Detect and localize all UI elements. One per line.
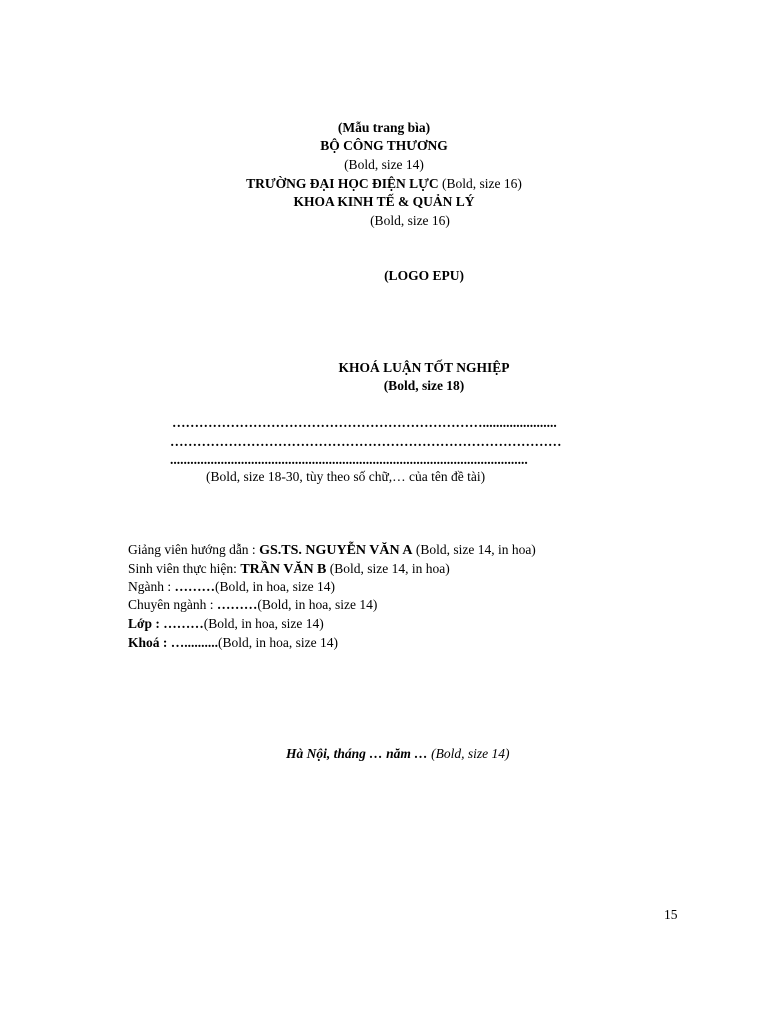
major-value: ………: [174, 579, 215, 594]
topic-line-1: ……………………………………………………………......................: [172, 415, 557, 430]
place-date-note: (Bold, size 14): [431, 746, 510, 761]
student-value: TRẦN VĂN B: [240, 562, 327, 577]
faculty-note: (Bold, size 16): [370, 213, 450, 228]
supervisor-value: GS.TS. NGUYỄN VĂN A: [259, 543, 413, 558]
class-note: (Bold, in hoa, size 14): [203, 616, 324, 631]
logo-placeholder: (LOGO EPU): [384, 268, 464, 283]
class-value: ………: [163, 616, 204, 631]
supervisor-row: [128, 541, 536, 560]
major-row: [128, 578, 335, 596]
thesis-title-note: (Bold, size 18): [383, 378, 465, 393]
course-label: Khoá :: [128, 635, 171, 650]
specialization-row: [128, 596, 377, 614]
university-line: [0, 175, 768, 193]
specialization-value: ………: [216, 597, 258, 612]
course-row: [128, 634, 338, 652]
major-label: Ngành :: [128, 579, 175, 594]
place-date-line: [286, 745, 510, 763]
specialization-note: (Bold, in hoa, size 14): [257, 597, 378, 612]
topic-line-2: ……………………………………………………………………………: [170, 434, 562, 449]
form-note: (Mẫu trang bìa): [337, 120, 431, 135]
faculty-name: KHOA KINH TẾ & QUẢN LÝ: [293, 194, 475, 209]
ministry-name: BỘ CÔNG THƯƠNG: [320, 138, 448, 153]
place-date: Hà Nội, tháng … năm …: [286, 746, 432, 761]
specialization-label: Chuyên ngành :: [128, 597, 217, 612]
thesis-title: KHOÁ LUẬN TỐT NGHIỆP: [338, 360, 510, 375]
supervisor-label: Giảng viên hướng dẫn :: [128, 542, 260, 557]
university-note: (Bold, size 16): [438, 176, 522, 191]
course-value: …..........: [170, 635, 219, 650]
class-label: Lớp :: [128, 616, 164, 631]
major-note: (Bold, in hoa, size 14): [215, 579, 335, 594]
supervisor-note: (Bold, size 14, in hoa): [412, 542, 536, 557]
student-note: (Bold, size 14, in hoa): [326, 561, 450, 576]
student-label: Sinh viên thực hiện:: [128, 561, 241, 576]
ministry-note: (Bold, size 14): [344, 157, 424, 172]
topic-line-3: ..........................................................................................................: [170, 452, 528, 467]
class-row: [128, 615, 324, 633]
page-number: 15: [664, 907, 678, 922]
course-note: (Bold, in hoa, size 14): [218, 635, 338, 650]
student-row: [128, 560, 450, 579]
university-name: TRƯỜNG ĐẠI HỌC ĐIỆN LỰC: [246, 176, 439, 191]
topic-note: (Bold, size 18-30, tùy theo số chữ,… của tên đề tài): [206, 469, 486, 484]
